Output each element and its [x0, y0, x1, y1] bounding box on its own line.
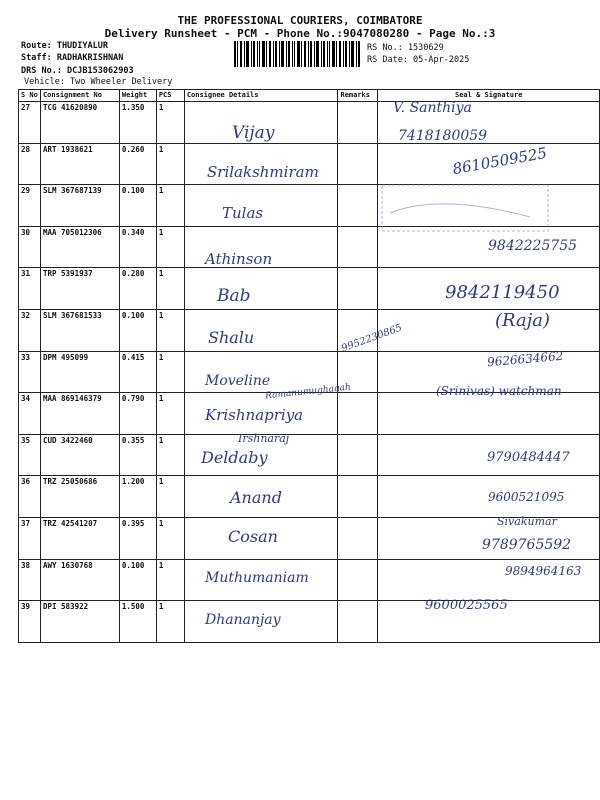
- rs-number: RS No.: 1530629: [367, 43, 444, 53]
- pcs-cell: 1: [156, 185, 184, 227]
- sno-cell: 29: [19, 185, 41, 227]
- phone-handwriting: 9894964163: [505, 564, 582, 578]
- consignment-cell: CUD 3422460: [40, 434, 119, 476]
- sno-cell: 37: [19, 517, 41, 559]
- consignee-handwriting: Cosan: [228, 527, 278, 546]
- consignment-cell: TCG 41620890: [40, 102, 119, 144]
- consignment-cell: DPM 495099: [40, 351, 119, 393]
- remarks-cell: [338, 102, 378, 144]
- weight-cell: 0.340: [119, 226, 156, 268]
- consignee-handwriting: Tulas: [222, 204, 264, 222]
- weight-cell: 0.100: [119, 185, 156, 227]
- pcs-cell: 1: [156, 559, 184, 601]
- signature-handwriting: (Raja): [495, 310, 551, 331]
- weight-cell: 0.100: [119, 309, 156, 351]
- barcode: [234, 41, 360, 67]
- consignee-handwriting: Krishnapriya: [205, 406, 304, 424]
- weight-cell: 1.200: [119, 476, 156, 518]
- phone-handwriting: 7418180059: [398, 128, 488, 144]
- consignee-handwriting: Vijay: [232, 123, 275, 143]
- sno-cell: 31: [19, 268, 41, 310]
- phone-handwriting: 9626634662: [486, 348, 564, 370]
- consignee-handwriting: Shalu: [208, 328, 255, 347]
- remarks-cell: [338, 226, 378, 268]
- phone-handwriting: 8610509525: [451, 143, 549, 179]
- pcs-cell: 1: [156, 393, 184, 435]
- weight-cell: 1.500: [119, 601, 156, 643]
- sno-cell: 28: [19, 143, 41, 185]
- consignment-cell: DPI 583922: [40, 601, 119, 643]
- sno-cell: 34: [19, 393, 41, 435]
- pcs-cell: 1: [156, 476, 184, 518]
- remarks-cell: [338, 185, 378, 227]
- consignment-cell: MAA 869146379: [40, 393, 119, 435]
- vehicle-label: Vehicle: Two Wheeler Delivery: [24, 77, 173, 87]
- col-header-pcs: PCS: [156, 90, 184, 102]
- consignee-handwriting: Anand: [230, 488, 282, 507]
- rs-date: RS Date: 05-Apr-2025: [367, 55, 470, 65]
- staff-label: Staff: RADHAKRISHNAN: [21, 53, 124, 63]
- consignment-cell: SLM 367681533: [40, 309, 119, 351]
- consignment-cell: TRZ 42541207: [40, 517, 119, 559]
- signature-cell: [378, 393, 600, 435]
- col-header-remarks: Remarks: [338, 90, 378, 102]
- consignment-cell: ART 1938621: [40, 143, 119, 185]
- consignee-handwriting: Dhananjay: [205, 612, 281, 628]
- weight-cell: 1.350: [119, 102, 156, 144]
- consignee-handwriting: Athinson: [205, 250, 273, 268]
- signature-cell: [378, 309, 600, 351]
- drs-label: DRS No.: DCJB153062903: [21, 66, 134, 76]
- sno-cell: 39: [19, 601, 41, 643]
- consignment-cell: TRZ 25050686: [40, 476, 119, 518]
- remarks-cell: [338, 393, 378, 435]
- col-header-weight: Weight: [119, 90, 156, 102]
- weight-cell: 0.100: [119, 559, 156, 601]
- consignee-handwriting: Moveline: [205, 373, 271, 389]
- pcs-cell: 1: [156, 351, 184, 393]
- weight-cell: 0.415: [119, 351, 156, 393]
- signature-handwriting: Sivakumar: [497, 515, 557, 528]
- route-label: Route: THUDIYALUR: [21, 41, 108, 51]
- signature-handwriting: (Srinivas) watchman: [436, 384, 562, 398]
- consignee-handwriting: Irshnaraj: [238, 432, 290, 445]
- sno-cell: 35: [19, 434, 41, 476]
- signature-handwriting: V. Santhiya: [393, 100, 472, 116]
- phone-handwriting: 9842225755: [488, 238, 578, 254]
- sno-cell: 36: [19, 476, 41, 518]
- table-row: [19, 393, 600, 435]
- sno-cell: 33: [19, 351, 41, 393]
- remarks-cell: [338, 517, 378, 559]
- remarks-cell: [338, 434, 378, 476]
- consignee-handwriting: Deldaby: [201, 448, 268, 467]
- pcs-cell: 1: [156, 268, 184, 310]
- phone-handwriting: 9789765592: [482, 537, 572, 553]
- consignment-cell: TRP 5391937: [40, 268, 119, 310]
- phone-handwriting: 9600521095: [488, 490, 565, 504]
- remarks-cell: [338, 143, 378, 185]
- consignment-cell: AWY 1630768: [40, 559, 119, 601]
- phone-handwriting: 9790484447: [487, 450, 570, 465]
- consignee-handwriting: Ramanumughagah: [264, 382, 352, 402]
- consignee-handwriting: Srilakshmiram: [207, 163, 319, 181]
- pcs-cell: 1: [156, 601, 184, 643]
- runsheet-subtitle: Delivery Runsheet - PCM - Phone No.:9047080280 - Page No.:3: [104, 27, 496, 40]
- weight-cell: 0.260: [119, 143, 156, 185]
- col-header-consignment: Consignment No: [40, 90, 119, 102]
- pcs-cell: 1: [156, 517, 184, 559]
- col-header-sno: S No: [19, 90, 41, 102]
- col-header-signature: Seal & Signature: [378, 90, 600, 102]
- pcs-cell: 1: [156, 226, 184, 268]
- pcs-cell: 1: [156, 434, 184, 476]
- weight-cell: 0.355: [119, 434, 156, 476]
- consignee-handwriting: Muthumaniam: [205, 570, 309, 586]
- weight-cell: 0.395: [119, 517, 156, 559]
- table-row: [19, 102, 600, 144]
- consignment-cell: SLM 367687139: [40, 185, 119, 227]
- col-header-consignee: Consignee Details: [184, 90, 338, 102]
- phone-handwriting: 9842119450: [445, 282, 560, 303]
- sno-cell: 27: [19, 102, 41, 144]
- remarks-handwriting: 9952230865: [340, 322, 404, 355]
- remarks-cell: [338, 268, 378, 310]
- consignment-cell: MAA 705012306: [40, 226, 119, 268]
- company-stamp: [380, 183, 550, 233]
- sno-cell: 32: [19, 309, 41, 351]
- consignee-cell: [184, 268, 338, 310]
- consignee-handwriting: Bab: [217, 286, 251, 306]
- sno-cell: 38: [19, 559, 41, 601]
- table-row: [19, 601, 600, 643]
- pcs-cell: 1: [156, 309, 184, 351]
- pcs-cell: 1: [156, 143, 184, 185]
- remarks-cell: [338, 559, 378, 601]
- pcs-cell: 1: [156, 102, 184, 144]
- sno-cell: 30: [19, 226, 41, 268]
- table-header-row: [19, 90, 600, 102]
- remarks-cell: [338, 476, 378, 518]
- remarks-cell: [338, 601, 378, 643]
- weight-cell: 0.790: [119, 393, 156, 435]
- weight-cell: 0.280: [119, 268, 156, 310]
- phone-handwriting: 9600025565: [425, 598, 508, 613]
- company-title: THE PROFESSIONAL COURIERS, COIMBATORE: [177, 14, 423, 27]
